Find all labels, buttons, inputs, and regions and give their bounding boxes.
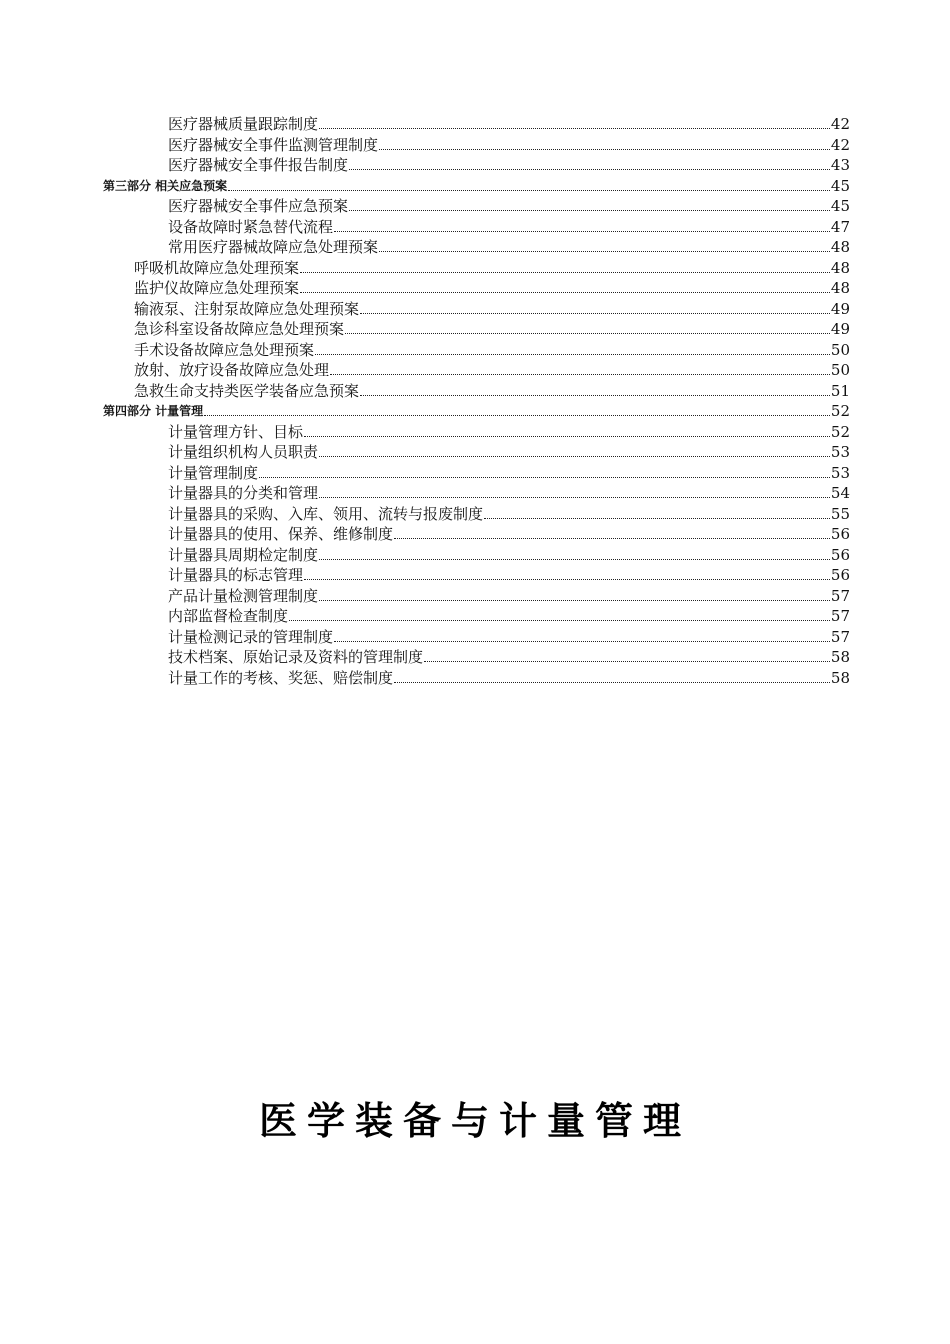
document-title: 医学装备与计量管理 <box>258 1099 691 1143</box>
toc-entry[interactable] <box>0 586 850 606</box>
toc-entry-title: 医疗器械安全事件监测管理制度 <box>168 135 379 154</box>
toc-entry-title: 计量器具的标志管理 <box>168 566 304 584</box>
toc-entry-title: 计量工作的考核、奖惩、赔偿制度 <box>168 668 394 687</box>
toc-dot-leader <box>319 599 830 601</box>
toc-entry[interactable] <box>0 381 850 401</box>
toc-entry[interactable] <box>0 135 850 155</box>
toc-entry-title: 医疗器械质量跟踪制度 <box>168 115 319 133</box>
toc-dot-leader <box>360 394 830 396</box>
toc-entry-title: 放射、放疗设备故障应急处理 <box>134 361 330 379</box>
toc-dot-leader <box>319 496 830 498</box>
toc-entry[interactable] <box>0 319 850 339</box>
toc-dot-leader <box>394 681 830 683</box>
toc-entry[interactable] <box>0 442 850 462</box>
toc-dot-leader <box>360 312 830 314</box>
toc-dot-leader <box>345 332 830 334</box>
toc-dot-leader <box>334 640 830 642</box>
toc-dot-leader <box>349 168 830 170</box>
toc-entry[interactable] <box>0 422 850 442</box>
toc-page-number: 52 <box>830 422 850 441</box>
toc-page-number: 47 <box>830 217 850 236</box>
toc-entry[interactable] <box>0 258 850 278</box>
toc-entry-title: 计量器具的使用、保养、维修制度 <box>168 525 394 543</box>
toc-page-number: 57 <box>830 607 850 625</box>
toc-entry[interactable] <box>0 504 850 524</box>
toc-entry-title: 计量组织机构人员职责 <box>168 443 319 461</box>
toc-entry[interactable] <box>0 278 850 298</box>
toc-dot-leader <box>334 230 830 232</box>
toc-dot-leader <box>319 558 830 560</box>
toc-entry-title: 监护仪故障应急处理预案 <box>134 279 300 297</box>
toc-page-number: 57 <box>830 627 850 646</box>
toc-entry[interactable] <box>0 176 850 196</box>
toc-entry-title: 技术档案、原始记录及资料的管理制度 <box>168 648 424 666</box>
toc-entry[interactable] <box>0 299 850 319</box>
toc-entry-title: 急救生命支持类医学装备应急预案 <box>134 381 360 400</box>
toc-entry-title: 手术设备故障应急处理预案 <box>134 340 315 359</box>
toc-dot-leader <box>349 209 830 211</box>
toc-page-number: 45 <box>830 197 850 215</box>
toc-entry-title: 第四部分 计量管理 <box>103 404 204 418</box>
toc-page-number: 54 <box>830 484 850 502</box>
toc-page-number: 50 <box>830 361 850 379</box>
toc-entry[interactable] <box>0 217 850 237</box>
toc-entry[interactable] <box>0 647 850 667</box>
toc-dot-leader <box>394 537 830 539</box>
toc-entry-title: 呼吸机故障应急处理预案 <box>134 258 300 277</box>
toc-page-number: 58 <box>830 668 850 687</box>
toc-entry-title: 输液泵、注射泵故障应急处理预案 <box>134 299 360 318</box>
toc-entry[interactable] <box>0 360 850 380</box>
toc-page-number: 58 <box>830 648 850 666</box>
toc-entry-title: 计量器具周期检定制度 <box>168 545 319 564</box>
toc-dot-leader <box>379 148 830 150</box>
toc-entry-title: 计量检测记录的管理制度 <box>168 627 334 646</box>
toc-entry-title: 计量器具的采购、入库、领用、流转与报废制度 <box>168 504 484 523</box>
toc-entry-title: 第三部分 相关应急预案 <box>103 178 228 193</box>
toc-dot-leader <box>484 517 830 519</box>
toc-dot-leader <box>315 353 830 355</box>
toc-page-number: 53 <box>830 463 850 482</box>
toc-entry[interactable] <box>0 463 850 483</box>
toc-dot-leader <box>319 127 830 129</box>
toc-entry-title: 常用医疗器械故障应急处理预案 <box>168 238 379 256</box>
toc-entry[interactable] <box>0 340 850 360</box>
toc-entry-title: 急诊科室设备故障应急处理预案 <box>134 320 345 338</box>
toc-entry[interactable] <box>0 627 850 647</box>
toc-page-number: 56 <box>830 525 850 543</box>
toc-page-number: 49 <box>830 299 850 318</box>
toc-entry-title: 计量管理方针、目标 <box>168 422 304 441</box>
toc-page-number: 51 <box>830 381 850 400</box>
toc-page-number: 42 <box>830 135 850 154</box>
toc-entry-title: 医疗器械安全事件报告制度 <box>168 156 349 174</box>
toc-dot-leader <box>300 291 830 293</box>
toc-page-number: 53 <box>830 443 850 461</box>
toc-entry[interactable] <box>0 401 850 421</box>
toc-page-number: 48 <box>830 258 850 277</box>
toc-dot-leader <box>259 476 830 478</box>
toc-page-number: 50 <box>830 340 850 359</box>
toc-page-number: 48 <box>830 279 850 297</box>
toc-dot-leader <box>204 414 830 416</box>
toc-entry[interactable] <box>0 155 850 175</box>
toc-entry-title: 医疗器械安全事件应急预案 <box>168 197 349 215</box>
toc-page-number: 49 <box>830 320 850 338</box>
toc-entry[interactable] <box>0 668 850 688</box>
toc-entry[interactable] <box>0 196 850 216</box>
toc-page-number: 42 <box>830 115 850 133</box>
toc-dot-leader <box>304 578 830 580</box>
toc-entry[interactable] <box>0 545 850 565</box>
toc-page-number: 48 <box>830 238 850 256</box>
toc-page-number: 57 <box>830 586 850 605</box>
toc-page-number: 56 <box>830 566 850 584</box>
toc-entry-title: 计量器具的分类和管理 <box>168 484 319 502</box>
toc-entry[interactable] <box>0 114 850 134</box>
toc-entry-title: 产品计量检测管理制度 <box>168 586 319 605</box>
toc-entry[interactable] <box>0 237 850 257</box>
toc-page-number: 52 <box>830 402 850 420</box>
toc-entry[interactable] <box>0 524 850 544</box>
toc-entry-title: 计量管理制度 <box>168 463 259 482</box>
toc-entry-title: 内部监督检查制度 <box>168 607 289 625</box>
toc-dot-leader <box>228 189 830 191</box>
toc-page-number: 55 <box>830 504 850 523</box>
toc-entry[interactable] <box>0 606 850 626</box>
toc-dot-leader <box>379 250 830 252</box>
toc-dot-leader <box>330 373 830 375</box>
toc-dot-leader <box>289 619 830 621</box>
toc-entry[interactable] <box>0 483 850 503</box>
toc-dot-leader <box>300 271 830 273</box>
toc-dot-leader <box>319 455 830 457</box>
toc-entry[interactable] <box>0 565 850 585</box>
toc-page-number: 43 <box>830 156 850 174</box>
toc-dot-leader <box>304 435 830 437</box>
toc-page-number: 56 <box>830 545 850 564</box>
toc-page-number: 45 <box>830 176 850 195</box>
toc-dot-leader <box>424 660 830 662</box>
toc-entry-title: 设备故障时紧急替代流程 <box>168 217 334 236</box>
